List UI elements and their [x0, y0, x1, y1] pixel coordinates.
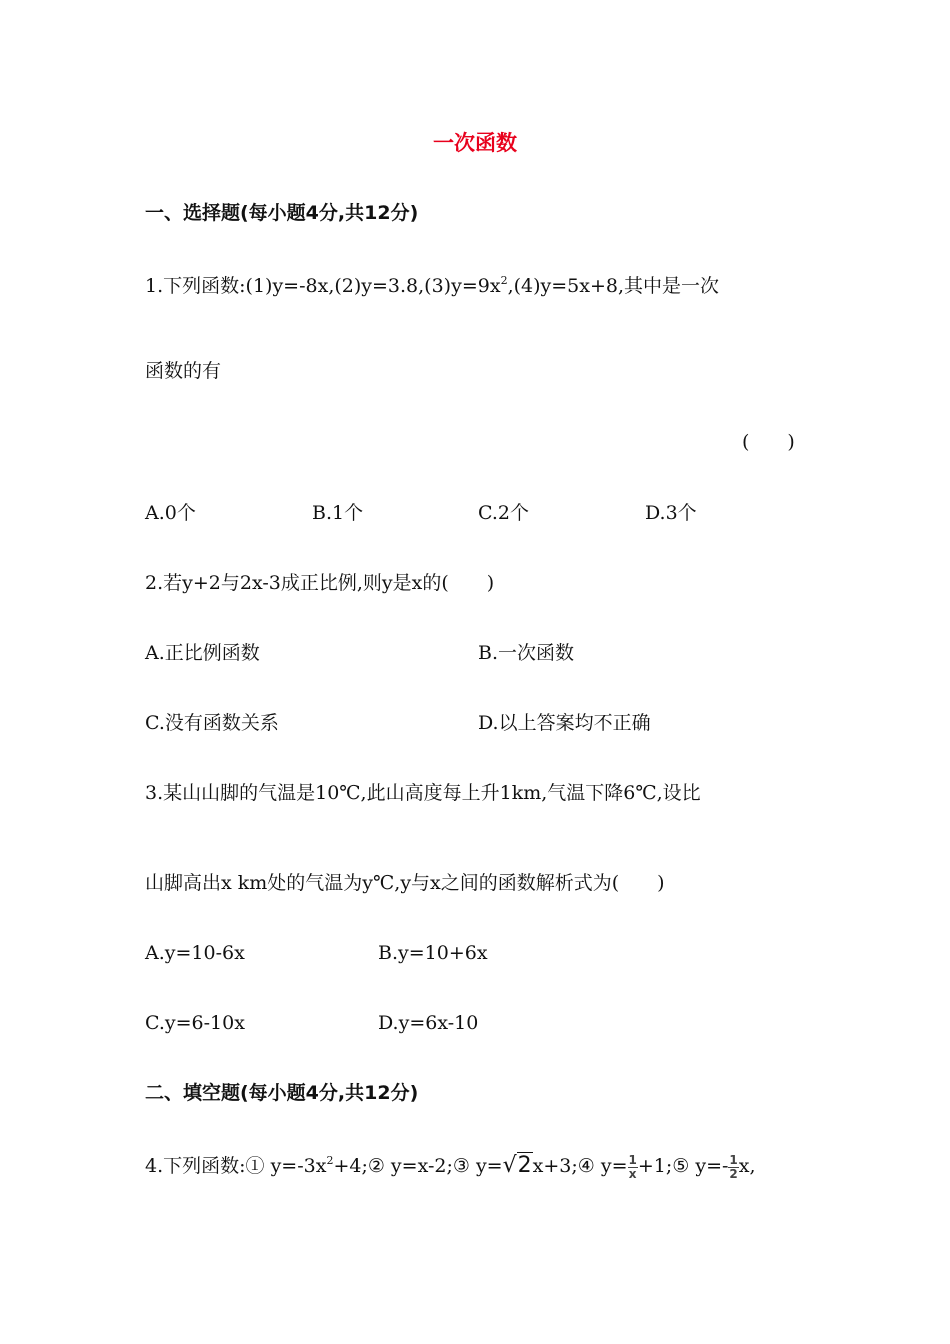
- q4-part3: x+3;④ y=: [532, 1155, 628, 1177]
- q1-option-b: B.1个: [312, 502, 364, 524]
- q1-option-c: C.2个: [478, 502, 529, 524]
- exponent: 2: [500, 274, 508, 287]
- sqrt-radicand: 2: [517, 1153, 532, 1178]
- q2-option-d: D.以上答案均不正确: [478, 712, 651, 734]
- question-4-stem: [145, 1148, 756, 1181]
- sqrt-symbol: √2: [502, 1153, 532, 1178]
- question-1-stem-line2: 函数的有: [145, 360, 222, 382]
- q3-option-a: A.y=10-6x: [145, 942, 245, 964]
- q3-option-b: B.y=10+6x: [378, 942, 488, 964]
- fraction-1-over-2: [728, 1154, 738, 1181]
- section-heading-fill-blank: 二、填空题(每小题4分,共12分): [145, 1082, 419, 1104]
- question-3-stem-line1: 3.某山山脚的气温是10℃,此山高度每上升1km,气温下降6℃,设比: [145, 782, 701, 804]
- q2-option-c: C.没有函数关系: [145, 712, 279, 734]
- question-1-stem-part1: 1.下列函数:(1)y=-8x,(2)y=3.8,(3)y=9x: [145, 275, 501, 297]
- q3-option-d: D.y=6x-10: [378, 1012, 479, 1034]
- section-heading-choice: 一、选择题(每小题4分,共12分): [145, 202, 419, 224]
- question-3-stem-line2: 山脚高出x km处的气温为y℃,y与x之间的函数解析式为( ): [145, 872, 665, 894]
- q2-option-b: B.一次函数: [478, 642, 575, 664]
- q4-part4: +1;⑤ y=-: [637, 1155, 729, 1177]
- question-1-stem-part2: ,(4)y=5x+8,其中是一次: [507, 275, 720, 297]
- q4-part5: x,: [738, 1155, 756, 1177]
- q4-part1: 4.下列函数:① y=-3x: [145, 1155, 327, 1177]
- exponent: 2: [326, 1154, 334, 1167]
- q4-part2: +4;② y=x-2;③ y=: [333, 1155, 503, 1177]
- fraction-numerator: 1: [628, 1152, 637, 1167]
- fraction-denominator: x: [628, 1166, 637, 1181]
- question-1-stem: [145, 268, 719, 299]
- page-title: 一次函数: [433, 131, 517, 155]
- fraction-1-over-x: [628, 1154, 638, 1181]
- answer-parentheses: ( ): [742, 431, 795, 453]
- q2-option-a: A.正比例函数: [145, 642, 260, 664]
- fraction-numerator: 1: [729, 1152, 738, 1167]
- question-2-stem: 2.若y+2与2x-3成正比例,则y是x的( ): [145, 572, 495, 594]
- q1-option-a: A.0个: [145, 502, 196, 524]
- fraction-denominator: 2: [729, 1166, 738, 1181]
- q1-option-d: D.3个: [645, 502, 697, 524]
- q3-option-c: C.y=6-10x: [145, 1012, 245, 1034]
